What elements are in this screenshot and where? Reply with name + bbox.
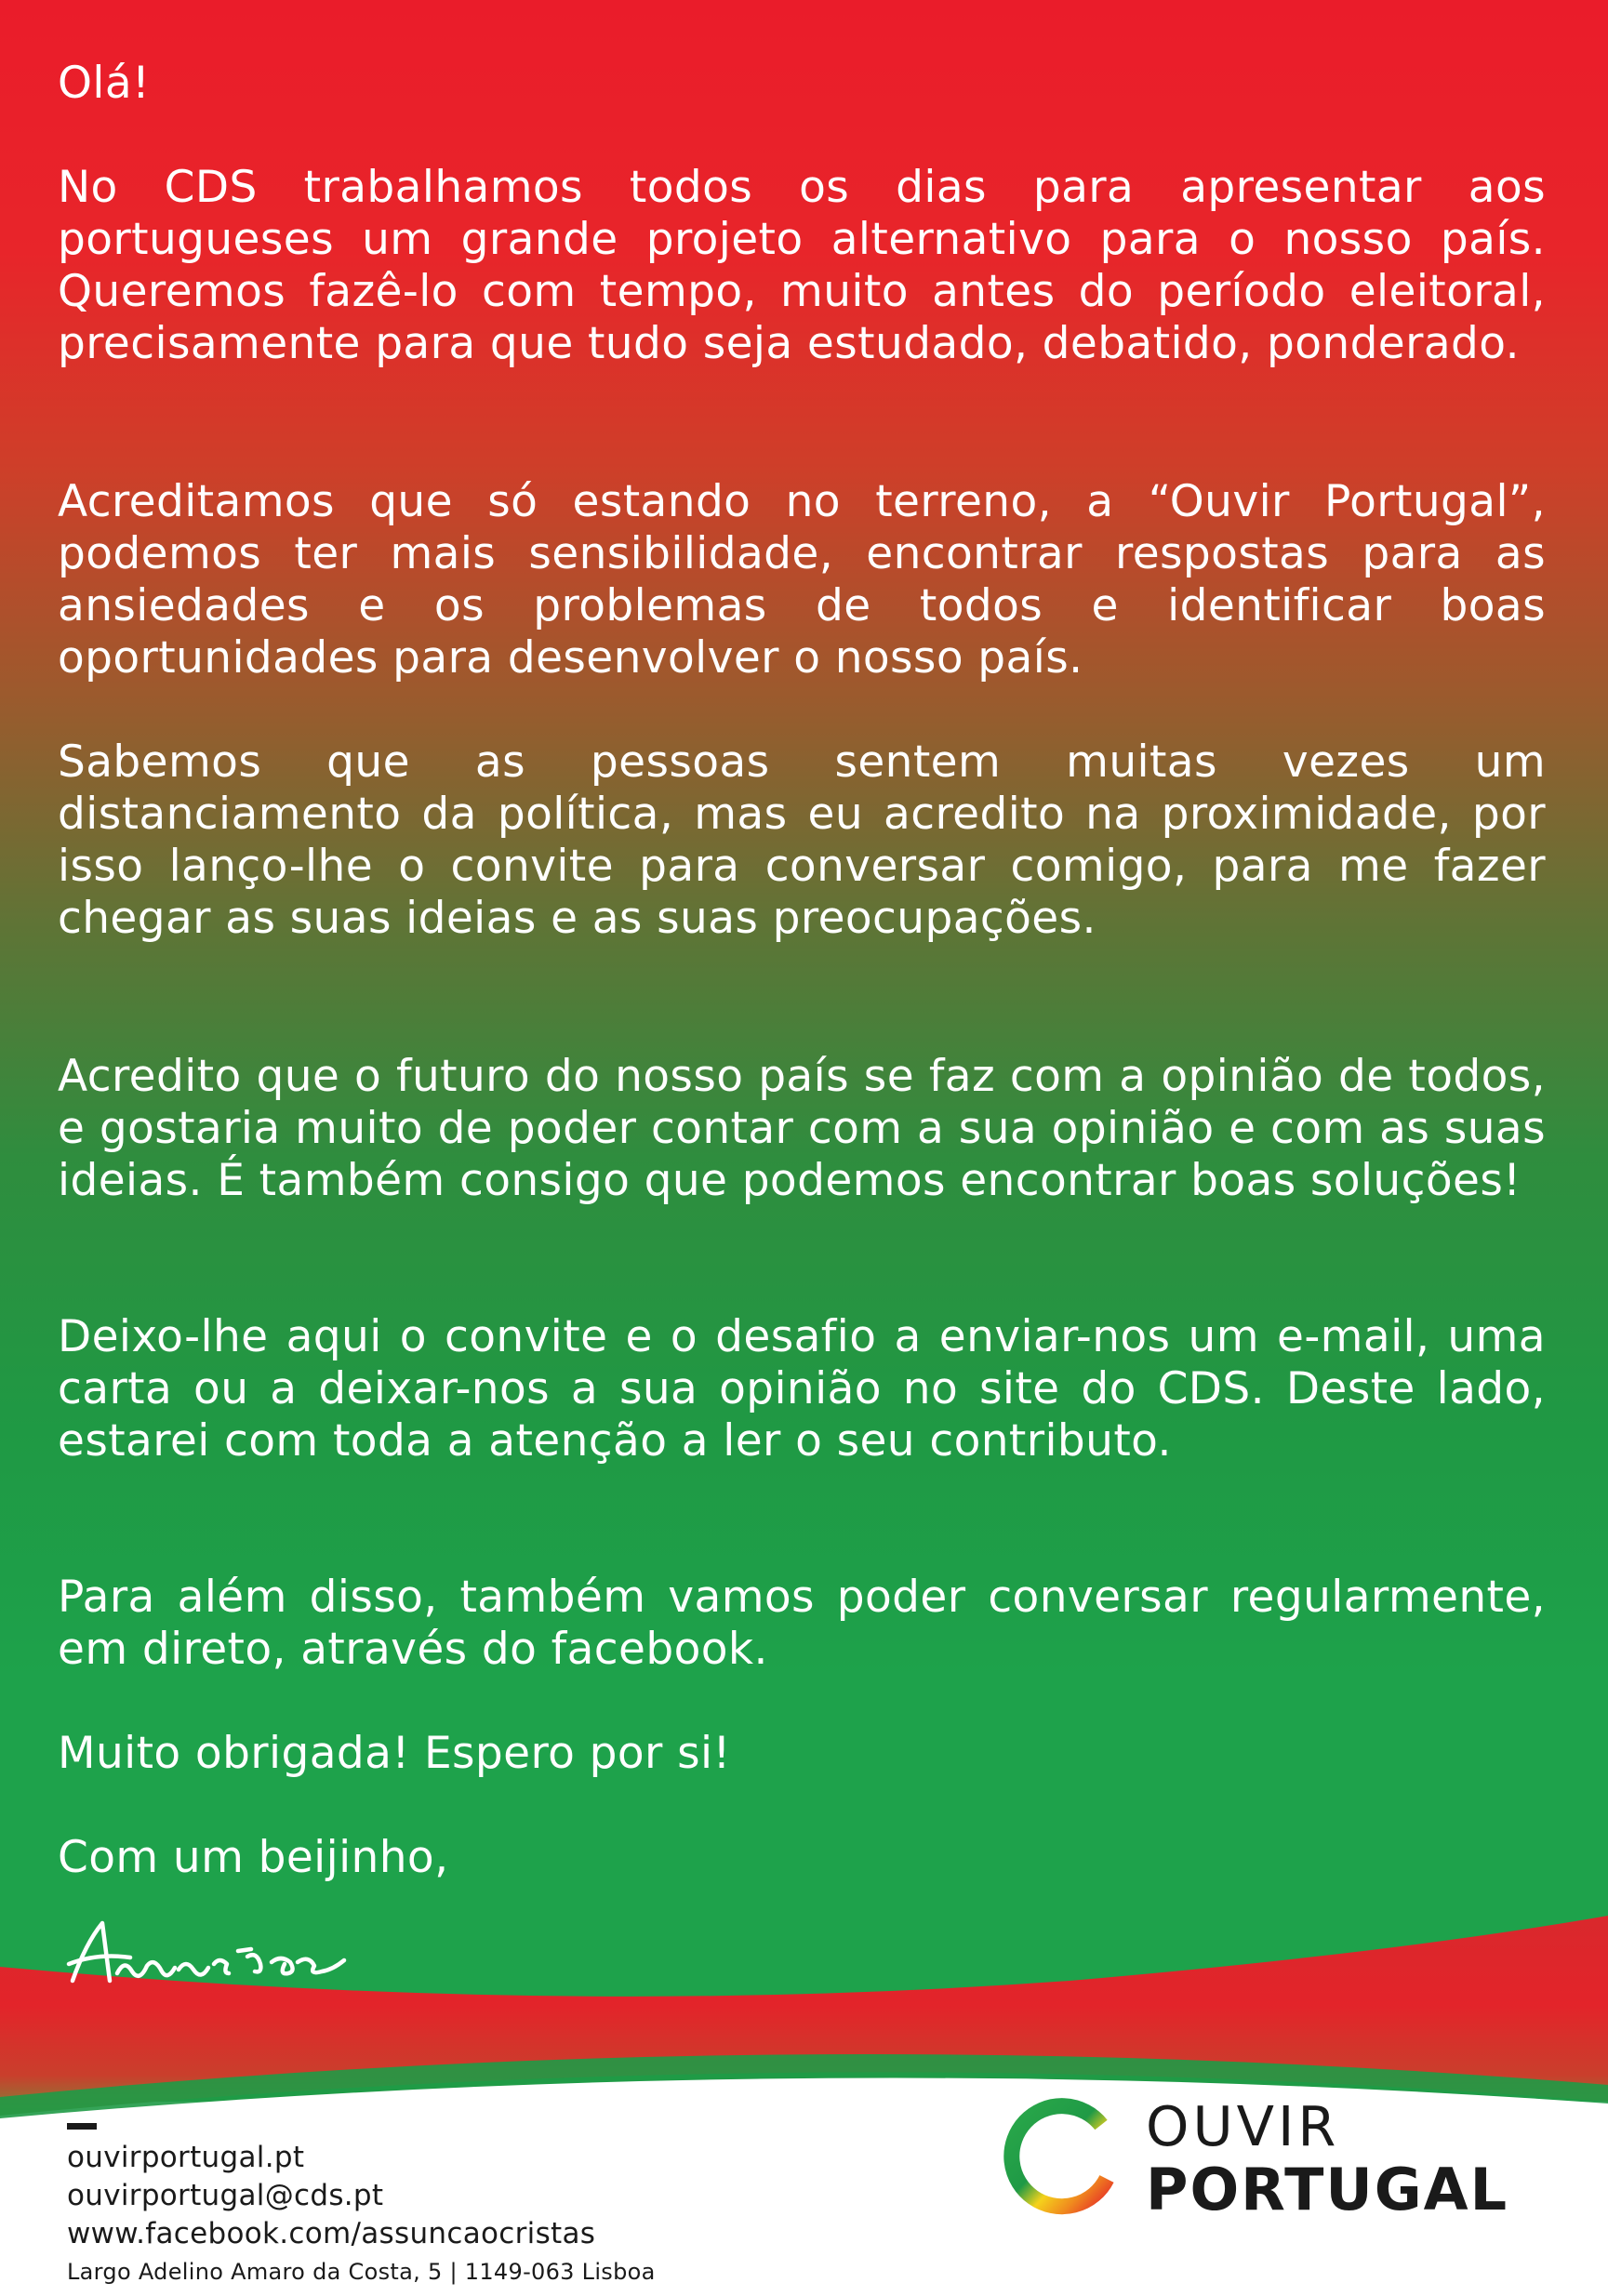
paragraph-intro: No CDS trabalhamos todos os dias para apresentar aos portugueses um grande projeto alternativo para o nosso país. Queremos fazê-lo com tempo, muito antes do período eleitoral, precisamente para que tudo seja estudado, debatido, ponderado.	[58, 162, 1546, 369]
logo-word-ouvir: OUVIR	[1146, 2094, 1340, 2158]
email-link[interactable]: ouvirportugal@cds.pt	[67, 2179, 384, 2212]
contact-info	[67, 2139, 656, 2290]
ring-icon	[997, 2093, 1127, 2223]
paragraph-proximidade: Sabemos que as pessoas sentem muitas vezes um distanciamento da política, mas eu acredito na proximidade, por isso lanço-lhe o convite para conversar comigo, para me fazer chegar as suas ideias e as suas preocupações.	[58, 737, 1546, 944]
facebook-link[interactable]: www.facebook.com/assuncaocristas	[67, 2217, 596, 2250]
paragraph-facebook: Para além disso, também vamos poder conversar regularmente, em direto, através do facebook.	[58, 1572, 1546, 1675]
paragraph-convite: Deixo-lhe aqui o convite e o desafio a enviar-nos um e-mail, uma carta ou a deixar-nos a sua opinião no site do CDS. Deste lado, estarei com toda a atenção a ler o seu contributo.	[58, 1311, 1546, 1467]
footer-dash-divider	[67, 2123, 97, 2130]
paragraph-closing: Com um beijinho,	[58, 1832, 449, 1883]
paragraph-terreno: Acreditamos que só estando no terreno, a “Ouvir Portugal”, podemos ter mais sensibilidade, encontrar respostas para as ansiedades e os problemas de todos e identificar boas oportunidades para desenvolver o nosso país.	[58, 476, 1546, 683]
postal-address: Largo Adelino Amaro da Costa, 5 | 1149-063 Lisboa	[67, 2259, 656, 2285]
website-link[interactable]: ouvirportugal.pt	[67, 2141, 305, 2174]
paragraph-thanks: Muito obrigada! Espero por si!	[58, 1728, 731, 1779]
greeting: Olá!	[58, 58, 151, 109]
handwritten-signature	[65, 1916, 372, 1999]
ouvir-portugal-logo	[1146, 2096, 1508, 2223]
logo-word-portugal: PORTUGAL	[1146, 2156, 1509, 2223]
paragraph-opiniao: Acredito que o futuro do nosso país se faz com a opinião de todos, e gostaria muito de poder contar com a sua opinião e com as suas ideias. É também consigo que podemos encontrar boas soluções!	[58, 1051, 1546, 1206]
